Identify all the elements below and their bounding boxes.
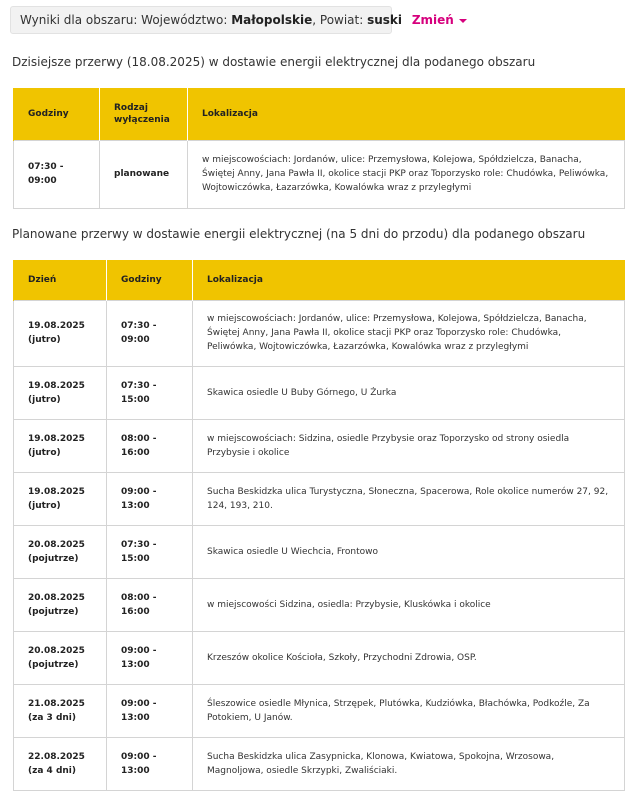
outage-day: 21.08.2025 (za 3 dni) <box>14 684 107 737</box>
outage-hours: 09:00 - 13:00 <box>107 631 193 684</box>
today-outages-table <box>13 88 625 209</box>
outage-hours: 07:30 - 15:00 <box>107 525 193 578</box>
outage-day: 19.08.2025 (jutro) <box>14 300 107 366</box>
column-header-hours: Godziny <box>14 88 100 140</box>
column-header-hours: Godziny <box>107 260 193 300</box>
outage-location: w miejscowości Sidzina, osiedla: Przybysie, Kluskówka i okolice <box>193 578 625 631</box>
outage-location: Sucha Beskidzka ulica Turystyczna, Słoneczna, Spacerowa, Role okolice numerów 27, 92, 124, 193, 210. <box>193 472 625 525</box>
planned-outages-title: Planowane przerwy w dostawie energii elektrycznej (na 5 dni do przodu) dla podanego obszaru <box>12 227 586 241</box>
outage-hours: 09:00 - 13:00 <box>107 737 193 790</box>
outage-day: 19.08.2025 (jutro) <box>14 366 107 419</box>
column-header-type: Rodzaj wyłączenia <box>100 88 188 140</box>
outage-day: 22.08.2025 (za 4 dni) <box>14 737 107 790</box>
table-row <box>14 737 625 790</box>
today-outages-title: Dzisiejsze przerwy (18.08.2025) w dostawie energii elektrycznej dla podanego obszaru <box>12 55 536 69</box>
filter-region: Małopolskie <box>231 13 313 27</box>
table-header-row <box>14 260 625 300</box>
outage-hours: 08:00 - 16:00 <box>107 419 193 472</box>
column-header-location: Lokalizacja <box>193 260 625 300</box>
outage-hours: 08:00 - 16:00 <box>107 578 193 631</box>
outage-location: Krzeszów okolice Kościoła, Szkoły, Przychodni Zdrowia, OSP. <box>193 631 625 684</box>
column-header-location: Lokalizacja <box>188 88 625 140</box>
outage-location: Skawica osiedle U Wiechcia, Frontowo <box>193 525 625 578</box>
table-row <box>14 684 625 737</box>
table-row <box>14 631 625 684</box>
filter-prefix: Wyniki dla obszaru: Województwo: <box>20 13 232 27</box>
change-area-button[interactable] <box>412 13 467 27</box>
chevron-down-icon <box>459 19 467 23</box>
outage-location: Śleszowice osiedle Młynica, Strzępek, Plutówka, Kudziówka, Błachówka, Podkoźle, Za Potokiem, U Janów. <box>193 684 625 737</box>
outage-hours: 07:30 - 15:00 <box>107 366 193 419</box>
filter-county-label: , Powiat: <box>312 13 368 27</box>
outage-day: 19.08.2025 (jutro) <box>14 419 107 472</box>
table-header-row <box>14 88 625 140</box>
table-row <box>14 366 625 419</box>
planned-outages-table <box>13 260 625 791</box>
table-row <box>14 578 625 631</box>
outage-hours: 07:30 - 09:00 <box>14 140 100 208</box>
outage-location: w miejscowościach: Jordanów, ulice: Przemysłowa, Kolejowa, Spółdzielcza, Banacha, Świętej Anny, Jana Pawła II, okolice stacji PKP oraz Toporzysko role: Chudówka, Peliwówka, Wojtowiczówka, Łazarzówka, Kowalówka wraz z przyległymi <box>188 140 625 208</box>
outage-hours: 09:00 - 13:00 <box>107 472 193 525</box>
outage-location: Sucha Beskidzka ulica Zasypnicka, Klonowa, Kwiatowa, Spokojna, Wrzosowa, Magnoljowa, osiedle Skrzypki, Zwaliściaki. <box>193 737 625 790</box>
outage-type: planowane <box>100 140 188 208</box>
change-area-label: Zmień <box>411 13 454 27</box>
outage-hours: 07:30 - 09:00 <box>107 300 193 366</box>
table-row <box>14 472 625 525</box>
outage-day: 20.08.2025 (pojutrze) <box>14 525 107 578</box>
outage-day: 20.08.2025 (pojutrze) <box>14 631 107 684</box>
column-header-day: Dzień <box>14 260 107 300</box>
outage-location: w miejscowościach: Sidzina, osiedle Przybysie oraz Toporzysko od strony osiedla Przybysie i okolice <box>193 419 625 472</box>
outage-day: 20.08.2025 (pojutrze) <box>14 578 107 631</box>
filter-county: suski <box>367 13 403 27</box>
table-row <box>14 300 625 366</box>
outage-location: Skawica osiedle U Buby Górnego, U Żurka <box>193 366 625 419</box>
outage-location: w miejscowościach: Jordanów, ulice: Przemysłowa, Kolejowa, Spółdzielcza, Banacha, Świętej Anny, Jana Pawła II, okolice stacji PKP oraz Toporzysko role: Chudówka, Peliwówka, Wojtowiczówka, Łazarzówka, Kowalówka wraz z przyległymi <box>193 300 625 366</box>
table-row <box>14 525 625 578</box>
outage-day: 19.08.2025 (jutro) <box>14 472 107 525</box>
table-row <box>14 419 625 472</box>
table-row <box>14 140 625 208</box>
area-filter-bar <box>10 6 454 34</box>
outage-hours: 09:00 - 13:00 <box>107 684 193 737</box>
